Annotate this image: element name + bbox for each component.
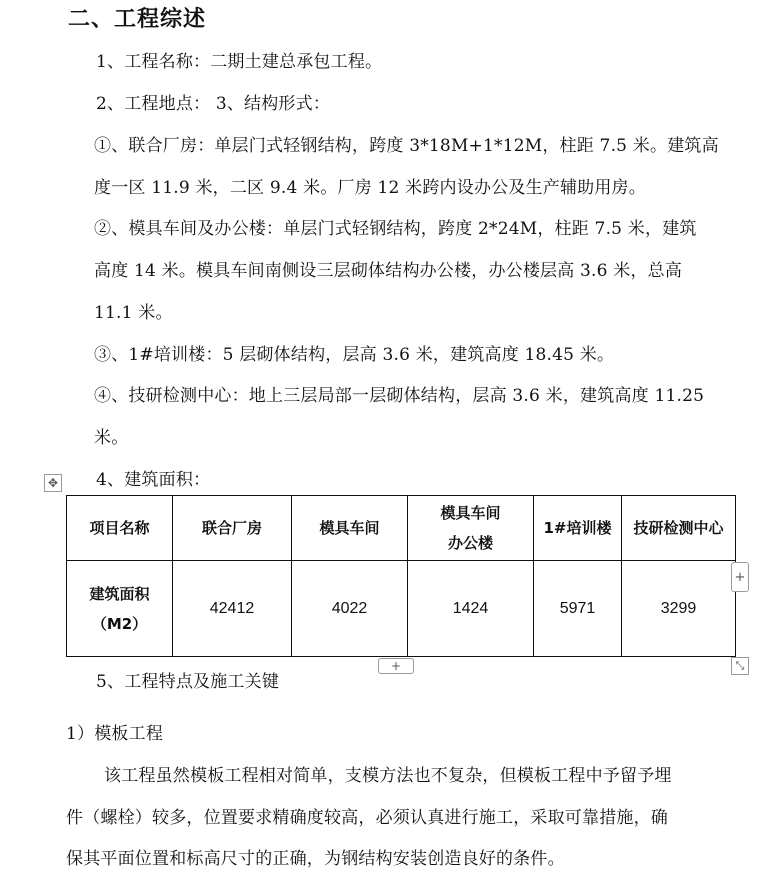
formwork-para-line-2: 件（螺栓）较多，位置要求精确度较高，必须认真进行施工，采取可靠措施，确: [66, 808, 668, 828]
row-label-line-1: 建筑面积: [89, 584, 150, 603]
structure-item-4-line-1: ④、技研检测中心：地上三层局部一层砌体结构，层高 3.6 米，建筑高度 11.25: [94, 386, 705, 406]
header-cell-testing-center: 技研检测中心: [622, 496, 736, 561]
section-heading: 二、工程综述: [68, 7, 207, 32]
value-mold-workshop: 4022: [292, 561, 408, 657]
value-mold-office: 1424: [408, 561, 534, 657]
add-column-button[interactable]: +: [731, 562, 749, 592]
project-name-line: 1、工程名称：二期土建总承包工程。: [96, 52, 383, 72]
structure-item-1-line-1: ①、联合厂房：单层门式轻钢结构，跨度 3*18M+1*12M，柱距 7.5 米。建筑高: [94, 136, 719, 156]
table-row: [67, 561, 736, 657]
structure-item-2-line-1: ②、模具车间及办公楼：单层门式轻钢结构，跨度 2*24M，柱距 7.5 米，建筑: [94, 219, 697, 239]
row-label-unit: （M2）: [91, 614, 148, 633]
table-resize-icon[interactable]: ⤡: [731, 657, 749, 675]
structure-item-3-line: ③、1#培训楼：5 层砌体结构，层高 3.6 米，建筑高度 18.45 米。: [94, 345, 615, 365]
header-mold-office-line-1: 模具车间: [440, 504, 501, 522]
header-cell-mold-office: [408, 496, 534, 561]
formwork-para-line-1: 该工程虽然模板工程相对简单，支模方法也不复杂，但模板工程中予留予埋: [104, 766, 672, 786]
structure-item-2-line-3: 11.1 米。: [94, 303, 173, 323]
header-mold-office-line-2: 办公楼: [447, 534, 493, 552]
value-training-building: 5971: [534, 561, 622, 657]
building-area-table: [66, 495, 736, 657]
table-move-handle-icon[interactable]: ✥: [44, 474, 62, 492]
structure-item-2-line-2: 高度 14 米。模具车间南侧设三层砌体结构办公楼，办公楼层高 3.6 米，总高: [94, 261, 683, 281]
row-label-cell: [67, 561, 173, 657]
header-cell-mold-workshop: 模具车间: [292, 496, 408, 561]
formwork-para-line-3: 保其平面位置和标高尺寸的正确，为钢结构安装创造良好的条件。: [66, 849, 565, 869]
structure-item-4-line-2: 米。: [94, 428, 129, 448]
project-location-line: 2、工程地点： 3、结构形式：: [96, 94, 331, 114]
value-joint-plant: 42412: [173, 561, 292, 657]
table-header-row: [67, 496, 736, 561]
header-cell-joint-plant: 联合厂房: [173, 496, 292, 561]
features-heading-line: 5、工程特点及施工关键: [96, 672, 280, 692]
header-cell-training-building: 1#培训楼: [534, 496, 622, 561]
building-area-label: 4、建筑面积：: [96, 470, 211, 490]
value-testing-center: 3299: [622, 561, 736, 657]
formwork-heading: 1）模板工程: [66, 724, 164, 744]
structure-item-1-line-2: 度一区 11.9 米，二区 9.4 米。厂房 12 米跨内设办公及生产辅助用房。: [94, 178, 646, 198]
header-cell-project: 项目名称: [67, 496, 173, 561]
add-row-button[interactable]: +: [378, 658, 414, 674]
